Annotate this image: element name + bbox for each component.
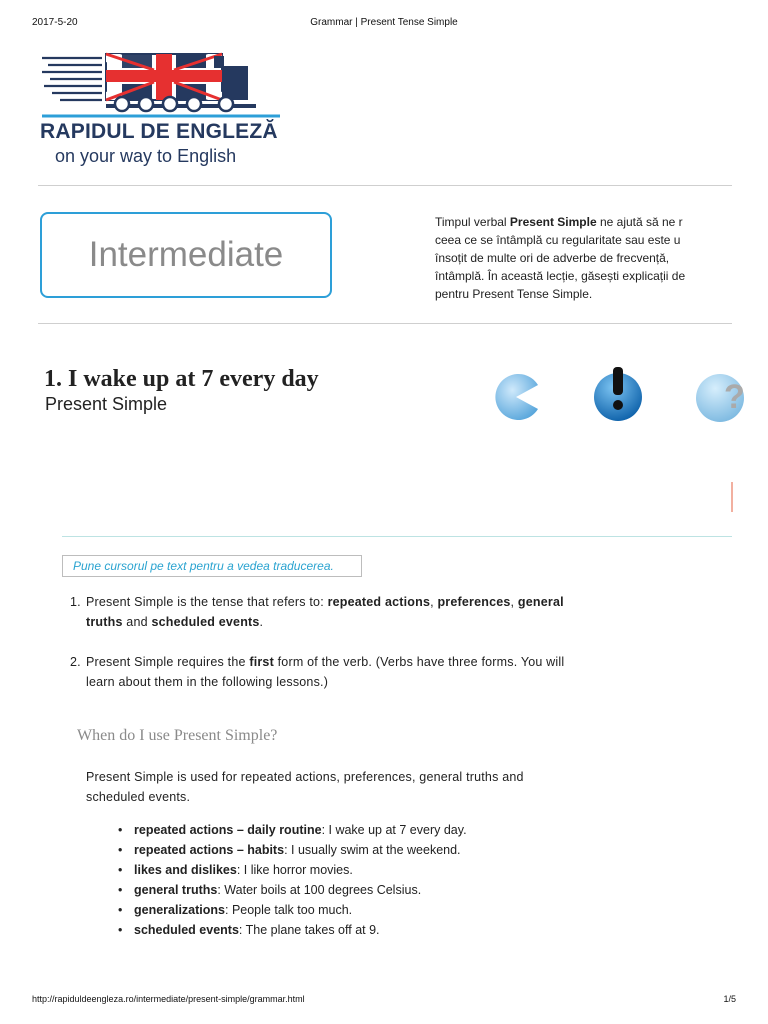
section-text: Present Simple is used for repeated actions, preferences, general truths and scheduled events. — [86, 770, 524, 804]
usage-list — [118, 820, 467, 940]
list-item: 1. Present Simple is the tense that refers to: repeated actions, preferences, general truths and scheduled events. — [70, 595, 564, 629]
train-flag-icon — [40, 48, 290, 120]
print-date: 2017-5-20 — [32, 17, 78, 28]
print-page: 1/5 — [723, 994, 736, 1004]
logo-tagline: on your way to English — [55, 146, 237, 166]
lesson-subtitle: Present Simple — [45, 394, 168, 414]
intro-line-1: Timpul verbal Present Simple ne ajută să ne r — [435, 215, 683, 229]
translation-hint: Pune cursorul pe text pentru a vedea traducerea. — [62, 555, 362, 577]
list-item: • repeated actions – habits: I usually swim at the weekend. — [118, 840, 467, 860]
list-item: • generalizations: People talk too much. — [118, 900, 467, 920]
list-item: • scheduled events: The plane takes off at 9. — [118, 920, 467, 940]
divider — [38, 323, 732, 324]
divider — [62, 536, 732, 537]
pacman-icon[interactable] — [490, 373, 542, 421]
key-points — [70, 592, 570, 712]
divider — [38, 185, 732, 186]
list-item: 2. Present Simple requires the first form of the verb. (Verbs have three forms. You will learn about them in the following lessons.) — [70, 655, 565, 689]
print-title: Grammar | Present Tense Simple — [310, 17, 458, 28]
section-heading: When do I use Present Simple? — [77, 727, 278, 744]
edge-marker — [731, 482, 733, 512]
level-label: Intermediate — [88, 235, 284, 274]
logo[interactable] — [40, 48, 290, 120]
intro-text — [435, 213, 735, 303]
question-icon[interactable] — [694, 368, 745, 422]
list-item: • general truths: Water boils at 100 degrees Celsius. — [118, 880, 467, 900]
intro-line-2: ceea ce se întâmplă cu regularitate sau este u — [435, 233, 681, 247]
list-item: • repeated actions – daily routine: I wake up at 7 every day. — [118, 820, 467, 840]
exclamation-icon[interactable] — [590, 365, 646, 421]
logo-name: RAPIDUL DE ENGLEZĂ — [40, 120, 278, 143]
list-item: • likes and dislikes: I like horror movies. — [118, 860, 467, 880]
intro-line-4: întâmplă. În această lecție, găsești explicații de — [435, 269, 686, 283]
print-url: http://rapiduldeengleza.ro/intermediate/present-simple/grammar.html — [32, 994, 305, 1004]
intro-line-3: însoțit de multe ori de adverbe de frecvență, — [435, 251, 670, 265]
intro-line-5: pentru Present Tense Simple. — [435, 287, 593, 301]
lesson-title: 1. I wake up at 7 every day — [44, 366, 319, 392]
level-badge — [40, 212, 332, 298]
svg-text:?: ? — [724, 378, 745, 416]
